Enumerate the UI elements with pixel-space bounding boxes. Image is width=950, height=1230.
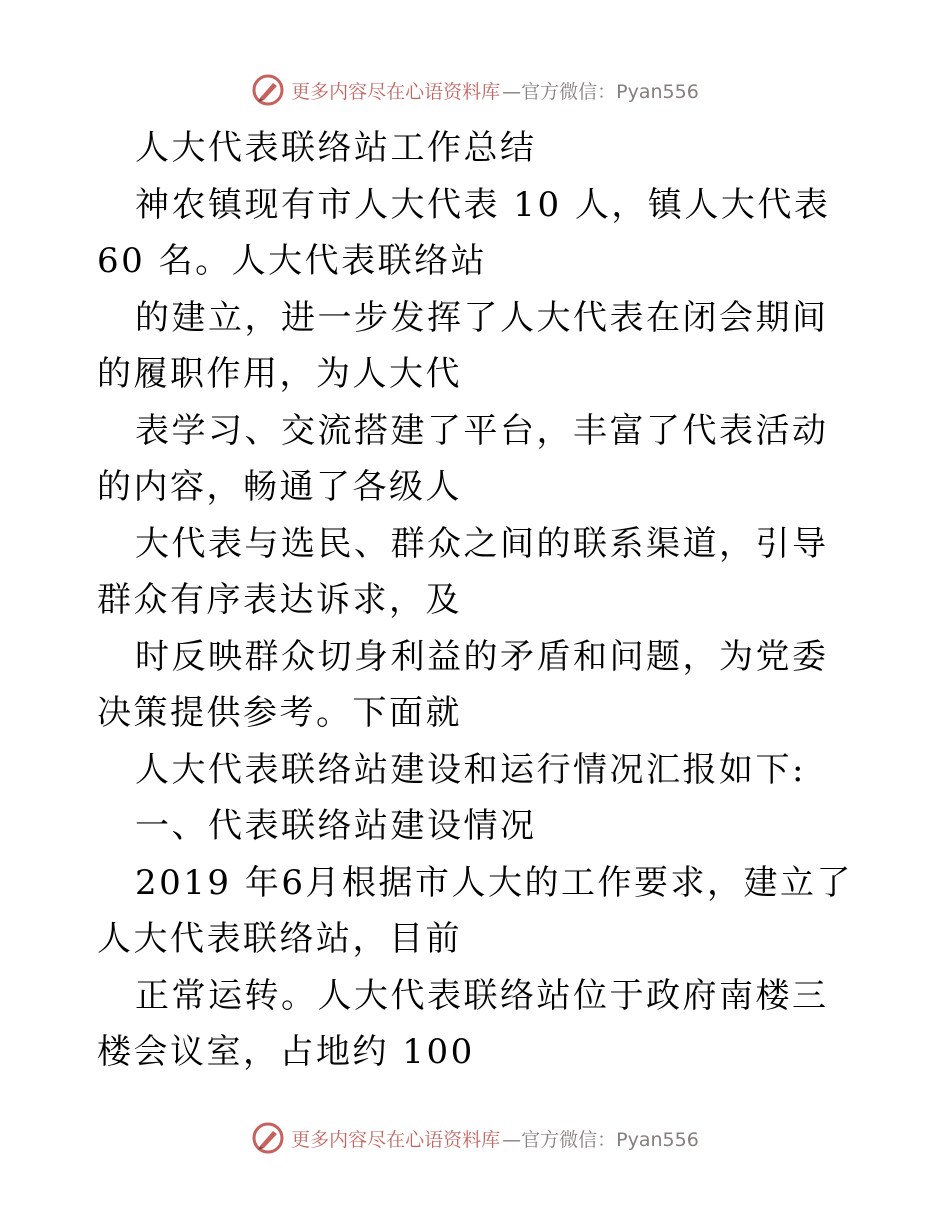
paragraph: 表学习、交流搭建了平台，丰富了代表活动的内容，畅通了各级人 — [97, 410, 829, 507]
paragraph: 神农镇现有市人大代表 10 人，镇人大代表 60 名。人大代表联络站 — [97, 184, 844, 281]
watermark-wechat-text: —官方微信：Pyan556 — [502, 1128, 699, 1151]
document-title: 人大代表联络站工作总结 — [135, 128, 537, 168]
watermark-wechat-text: —官方微信：Pyan556 — [502, 80, 699, 103]
pen-logo-icon — [251, 1121, 285, 1155]
paragraph: 正常运转。人大代表联络站位于政府南楼三楼会议室，占地约 100 — [97, 975, 829, 1072]
header-watermark — [0, 70, 950, 110]
paragraph: 的建立，进一步发挥了人大代表在闭会期间的履职作用，为人大代 — [97, 297, 829, 394]
paragraph: 大代表与选民、群众之间的联系渠道，引导群众有序表达诉求，及 — [97, 523, 829, 620]
pen-logo-icon — [251, 73, 285, 107]
section-heading: 一、代表联络站建设情况 — [135, 806, 537, 846]
paragraph: 时反映群众切身利益的矛盾和问题，为党委决策提供参考。下面就 — [97, 636, 829, 733]
paragraph: 2019 年6月根据市人大的工作要求，建立了人大代表联络站，目前 — [97, 862, 853, 959]
footer-watermark — [0, 1118, 950, 1158]
watermark-lead-text: 更多内容尽在心语资料库 — [291, 80, 501, 103]
watermark-lead-text: 更多内容尽在心语资料库 — [291, 1128, 501, 1151]
paragraph: 人大代表联络站建设和运行情况汇报如下: — [135, 749, 806, 790]
document-body — [97, 120, 857, 1081]
